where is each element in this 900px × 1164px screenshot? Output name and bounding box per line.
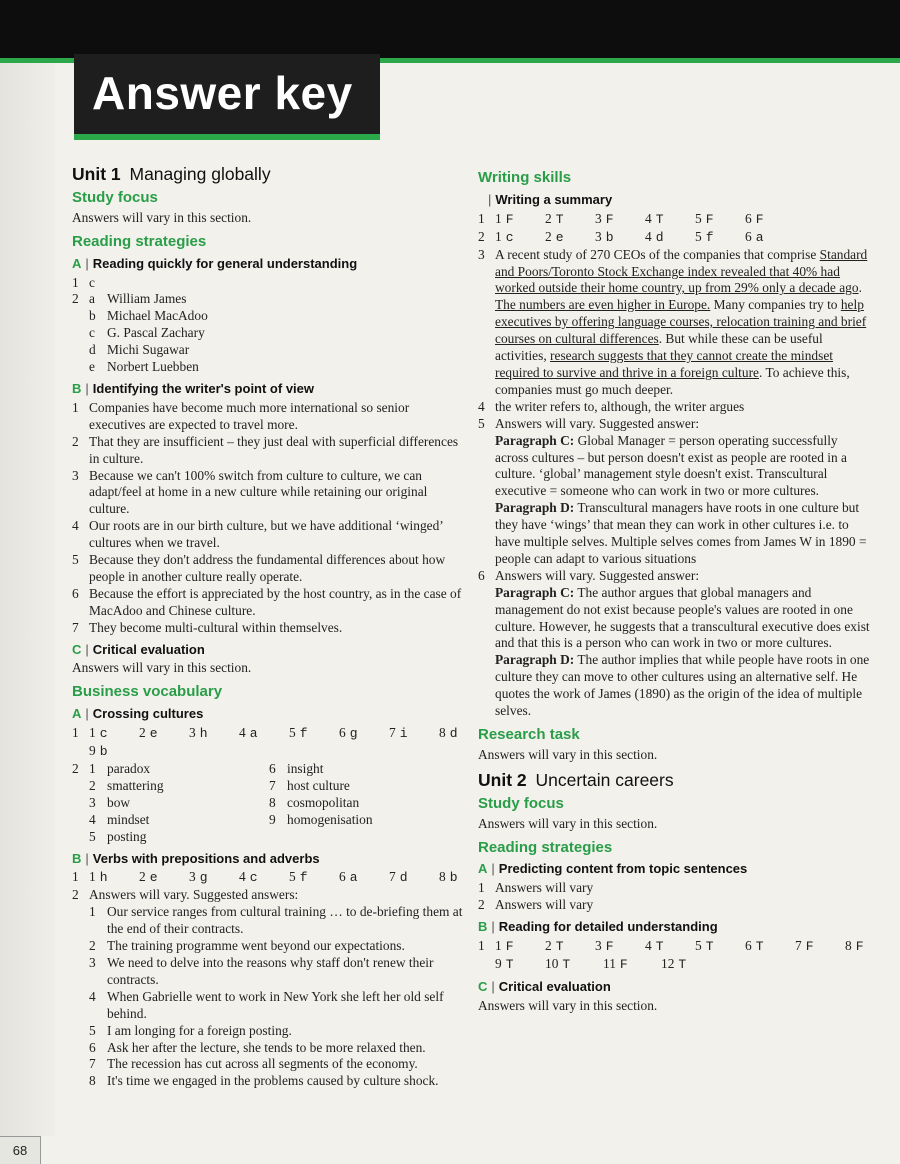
sub-item: 7 The recession has cut across all segments of the economy. [89,1056,418,1072]
sub-item: d Michi Sugawar [89,342,190,358]
u2-study-focus-text: Answers will vary in this section. [478,815,658,831]
list-item: 1 c [72,274,95,290]
u1-rs-c-text: Answers will vary in this section. [72,660,252,676]
answer-grid: 1 1 c 2 e 3 h 4 a 5 f 6 g 7 i 8 d 9 b [72,725,458,760]
u1-study-focus-heading: Study focus [72,188,158,206]
unit2-title: Uncertain careers [535,769,674,790]
u1-research-task-heading: Research task [478,726,580,743]
u2-rs-b-heading: B | Reading for detailed understanding [478,919,718,935]
u1-rs-c-heading: C | Critical evaluation [72,641,205,657]
list-item: 3 A recent study of 270 CEOs of the companies that comprise Standard and Poors/Toronto Stock Exchange index revealed that 40% had worked outside their home country, up from 29% only a decade ago. The numbers are even higher in Europe. Many companies try to help executives by offering language courses, relocation training and brief courses on cultural differences. But while these can be useful activities, research suggests that they cannot create the mindset required to survive and thrive in a foreign culture. To achieve this, companies must go much deeper. [478,247,870,399]
sub-item: 6 Ask her after the lecture, she tends to be more relaxed then. [89,1039,426,1055]
list-item: 5 Because they don't address the fundamental differences about how people in another culture really operate. [72,552,446,584]
u1-rs-a-heading: A | Reading quickly for general understanding [72,255,358,271]
u1-research-task-text: Answers will vary in this section. [478,746,658,762]
u1-bv-a-heading: A | Crossing cultures [72,706,204,722]
u2-rs-c-heading: C | Critical evaluation [478,978,611,994]
sub-item: 3 We need to delve into the reasons why staff don't renew their contracts. [89,954,434,987]
list-item: 2 a William James b Michael MacAdoo c G. Pascal Zachary d Michi Sugawar e Norbert Luebben [72,291,464,376]
list-item: 5 Answers will vary. Suggested answer: Paragraph C: Global Manager = person operating successfully across cultures – but person doesn't exist as people are rooted in a culture. ‘global’ management style doesn't exist. Transcultural executive = someone who can work in two or more cultures. Paragraph D: Transcultural managers have roots in one culture but they have ‘wings’ that mean they can work in other cultures i.e. to have multiple selves. Multiple selves comes from James W in 1890 = people can adapt to various situations [478,415,867,566]
section-title: Reading quickly for general understanding [92,255,358,271]
u1-ws-a-heading: | Writing a summary [488,191,613,207]
sub-item: 1 Our service ranges from cultural training … to de-briefing them at the end of their contracts. [89,904,463,937]
list-item: 2 That they are insufficient – they just deal with superficial differences in culture. [72,433,459,466]
u1-study-focus-text: Answers will vary in this section. [72,209,252,225]
list-item: 6 Because the effort is appreciated by the host country, as in the case of MacAdoo and Chinese culture. [72,585,462,618]
page-title: Answer key [92,67,353,119]
summary-paragraph: A recent study of 270 CEOs of the companies that comprise Standard and Poors/Toronto Stock Exchange index revealed that 40% had worked outside their home country, up from 29% only a decade ago. The numbers are even higher in Europe. Many companies try to help executives by offering language courses, relocation training and brief courses on cultural differences. But while these can be useful activities, research suggests that they cannot create the mindset required to survive and thrive in a foreign culture. To achieve this, companies must go much deeper. [495,246,868,397]
page-number: 68 [0,1136,41,1164]
u1-business-vocabulary-heading: Business vocabulary [72,683,223,701]
sub-item: 4 When Gabrielle went to work in New York she left her old self behind. [89,988,444,1021]
list-item: 4 Our roots are in our birth culture, but we have additional ‘winged’ cultures when we travel. [72,518,443,551]
unit2-label: Unit 2 [478,769,527,790]
title-box [74,54,380,134]
unit2-heading [478,769,870,790]
sub-item: a William James [89,291,187,307]
u2-reading-strategies-heading: Reading strategies [478,838,613,856]
answer-grid: 1 1 h 2 e 3 g 4 c 5 f 6 a 7 d 8 b [72,869,458,886]
sub-item: 5 I am longing for a foreign posting. [89,1022,292,1038]
list-item: 2 1 paradox 2 smattering 3 bow 4 mindset 5 posting 6 insight 7 host culture 8 cosmopolitan 9 homogenisation [72,761,373,844]
section-letter: A [72,255,82,271]
list-item: 4 the writer refers to, although, the writer argues [478,398,745,414]
unit1-heading [72,166,464,183]
sub-item: b Michael MacAdoo [89,308,208,324]
sub-item: 8 It's time we engaged in the problems caused by culture shock. [89,1073,439,1089]
u1-writing-skills-heading: Writing skills [478,169,572,186]
list-item: 1 Companies have become much more international so senior executives are expected to travel more. [72,399,410,432]
left-column [72,166,464,1090]
page-gutter [0,63,55,1136]
list-item: 3 Because we can't 100% switch from culture to culture, we can adapt/feel at home in a new culture while retaining our original culture. [72,467,428,517]
u2-rs-c-text: Answers will vary in this section. [478,997,658,1013]
answer-grid: 1 1 F 2 T 3 F 4 T 5 T 6 T 7 F 8 F 9 T 10 T 11 F 12 T [478,938,864,972]
u2-rs-a-heading: A | Predicting content from topic sentences [478,861,748,877]
sub-item: c G. Pascal Zachary [89,325,205,341]
list-item: 6 Answers will vary. Suggested answer: Paragraph C: The author argues that global managers and management do not exist because people's values are rooted in one culture. However, he suggests that a transcultural executive does exist and that this is a person who can work in two or more cultures. Paragraph D: The author implies that while people have roots in one culture they can move to other cultures using an alternative self. He quotes the work of James (1890) as the origin of the idea of multiple selves. [478,567,870,719]
u1-bv-b-heading: B | Verbs with prepositions and adverbs [72,850,320,866]
answer-grid: 2 1 c 2 e 3 b 4 d 5 f 6 a [478,228,764,245]
list-item: 7 They become multi-cultural within themselves. [72,619,343,635]
u1-rs-b-heading: B | Identifying the writer's point of view [72,380,314,396]
list-item: 2 Answers will vary. Suggested answers: [72,887,299,903]
answer-grid: 1 1 F 2 T 3 F 4 T 5 F 6 F [478,210,764,227]
top-black-band [0,0,900,58]
sub-item: 2 The training programme went beyond our expectations. [89,938,405,954]
unit1-title: Managing globally [129,164,271,184]
u2-study-focus-heading: Study focus [478,794,564,812]
list-item: 1 Answers will vary [478,880,594,896]
sub-item: e Norbert Luebben [89,359,199,375]
list-item: 2 Answers will vary [478,897,594,913]
title-underline [74,134,380,140]
u1-reading-strategies-heading: Reading strategies [72,232,207,250]
right-column [478,170,870,1015]
unit1-label: Unit 1 [72,164,121,184]
